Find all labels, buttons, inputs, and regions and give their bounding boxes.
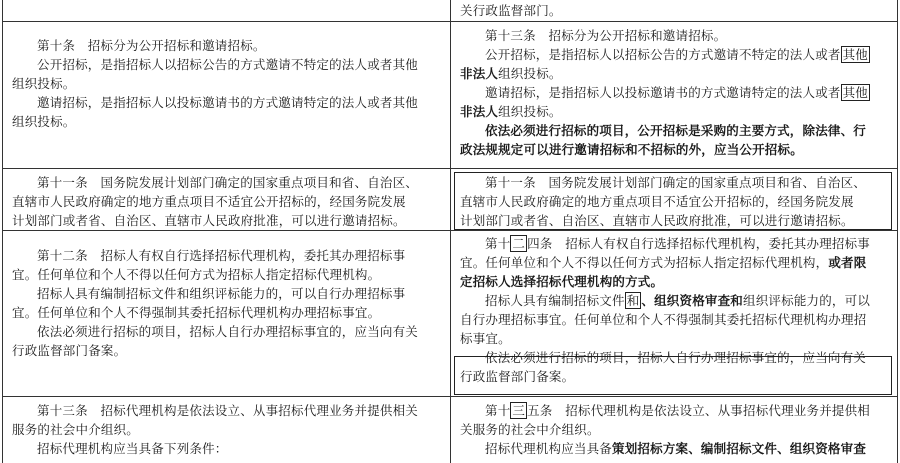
text-segment: 第十 [485, 236, 511, 251]
text-line [12, 112, 418, 131]
text-line [460, 173, 866, 192]
text-line [12, 284, 418, 303]
text-line [12, 211, 418, 230]
text-line [460, 439, 870, 458]
text-segment: 招标代理机构应当具备下列条件： [37, 441, 228, 456]
text-segment: 公开招标，是指招标人以招标公告的方式邀请不特定的法人或者其他 [37, 57, 419, 72]
text-line [460, 26, 870, 45]
bold-text: 、组织资格审查和 [641, 293, 744, 308]
text-segment: 组织评标能力的，可以 [743, 293, 871, 308]
text-line [460, 102, 870, 121]
text-segment: 直辖市人民政府确定的地方重点项目不适宜公开招标的，经国务院发展 [460, 194, 854, 209]
text-line [460, 83, 870, 102]
text-line [460, 1, 562, 20]
text-line [12, 74, 418, 93]
text-line [460, 420, 870, 439]
text-line [460, 64, 870, 83]
row-divider [2, 168, 898, 169]
column-divider [450, 0, 451, 463]
text-segment: 关行政监督部门。 [460, 3, 562, 18]
row-1-left [12, 36, 418, 131]
bold-text: 或者限 [828, 255, 867, 270]
text-segment: 计划部门或者省、自治区、直辖市人民政府批准，可以进行邀请招标。 [460, 213, 854, 228]
boxed-text: 其他 [842, 85, 869, 100]
text-line [460, 234, 870, 253]
text-segment: 服务的社会中介组织。 [12, 422, 140, 437]
text-line [12, 439, 418, 458]
text-segment: 组织投标。 [12, 114, 76, 129]
text-segment: 四条 招标人有权自行选择招标代理机构，委托其办理招标事 [527, 236, 871, 251]
text-line [460, 192, 866, 211]
text-line [12, 246, 418, 265]
text-segment: 宜。任何单位和个人不得以任何方式为招标人指定招标代理机构。 [12, 267, 381, 282]
boxed-text: 和 [626, 293, 640, 308]
row-2-left [12, 173, 418, 230]
bold-text: 策划招标方案、编制招标文件、组织资格审查 [612, 441, 867, 456]
text-segment: 第十三条 招标分为公开招标和邀请招标。 [485, 28, 727, 43]
text-segment: 第十条 招标分为公开招标和邀请招标。 [37, 38, 266, 53]
comparison-table [2, 0, 898, 463]
text-line [12, 341, 418, 360]
row-4-left [12, 401, 418, 458]
text-segment: 招标人具有编制招标文件 [485, 293, 625, 308]
text-line [12, 93, 418, 112]
text-line [460, 45, 870, 64]
boxed-text: 三 [512, 403, 526, 418]
row-2-right [460, 173, 866, 230]
text-segment: 自行办理招标事宜。任何单位和个人不得强制其委托招标代理机构办理招 [460, 312, 867, 327]
text-line [460, 329, 870, 348]
text-line [12, 36, 418, 55]
text-segment: 宜。任何单位和个人不得强制其委托招标代理机构办理招标事宜。 [12, 305, 381, 320]
text-line [12, 420, 418, 439]
text-line [460, 211, 866, 230]
text-segment: 依法必须进行招标的项目，招标人自行办理招标事宜的，应当向有关 [37, 324, 419, 339]
row-divider [2, 21, 898, 22]
table-border-left [2, 0, 3, 463]
text-segment: 第十二条 招标人有权自行选择招标代理机构，委托其办理招标事 [37, 248, 406, 263]
text-segment: 宜。任何单位和个人不得以任何方式为招标人指定招标代理机构， [460, 255, 829, 270]
text-line [12, 322, 418, 341]
text-line [460, 140, 870, 159]
boxed-text: 二 [512, 236, 526, 251]
text-segment: 依法必须进行招标的项目，招标人自行办理招标事宜的，应当向有关 [485, 350, 867, 365]
bold-text: 定招标人选择招标代理机构的方式。 [460, 274, 664, 289]
row-3-right [460, 234, 870, 386]
row-divider [2, 230, 898, 231]
text-segment: 五条 招标代理机构是依法设立、从事招标代理业务并提供相 [527, 403, 871, 418]
table-border-right [897, 0, 898, 463]
text-line [12, 265, 418, 284]
text-line [460, 401, 870, 420]
text-segment: 邀请招标，是指招标人以投标邀请书的方式邀请特定的法人或者 [485, 85, 841, 100]
text-segment: 行政监督部门备案。 [12, 343, 127, 358]
text-segment: 直辖市人民政府确定的地方重点项目不适宜公开招标的，经国务院发展 [12, 194, 406, 209]
text-segment: 标事宜。 [460, 331, 511, 346]
bold-text: 依法必须进行招标的项目，公开招标是采购的主要方式，除法律、行 [485, 123, 867, 138]
text-segment: 第十 [485, 403, 511, 418]
text-segment: 关服务的社会中介组织。 [460, 422, 600, 437]
text-segment: 计划部门或者省、自治区、直辖市人民政府批准，可以进行邀请招标。 [12, 213, 406, 228]
text-line [460, 272, 870, 291]
bold-text: 非法人 [460, 104, 499, 119]
text-line [460, 367, 870, 386]
text-segment: 组织投标。 [12, 76, 76, 91]
row-divider [2, 396, 898, 397]
text-segment: 第十一条 国务院发展计划部门确定的国家重点项目和省、自治区、 [37, 175, 419, 190]
text-segment: 组织投标。 [498, 66, 562, 81]
row-4-right [460, 401, 870, 458]
boxed-text: 其他 [842, 47, 869, 62]
text-segment: 组织投标。 [498, 104, 562, 119]
text-line [12, 303, 418, 322]
text-segment: 招标代理机构应当具备 [485, 441, 613, 456]
text-segment: 第十三条 招标代理机构是依法设立、从事招标代理业务并提供相关 [37, 403, 419, 418]
text-line [12, 173, 418, 192]
text-segment: 邀请招标，是指招标人以投标邀请书的方式邀请特定的法人或者其他 [37, 95, 419, 110]
text-line [460, 348, 870, 367]
text-line [12, 401, 418, 420]
text-line [460, 310, 870, 329]
row-0-right [460, 1, 562, 20]
text-line [460, 253, 870, 272]
row-3-left [12, 246, 418, 360]
bold-text: 非法人 [460, 66, 499, 81]
text-line [12, 192, 418, 211]
text-line [460, 121, 870, 140]
bold-text: 政法规规定可以进行邀请招标和不招标的外，应当公开招标。 [460, 142, 803, 157]
text-segment: 招标人具有编制招标文件和组织评标能力的，可以自行办理招标事 [37, 286, 406, 301]
text-line [12, 55, 418, 74]
text-line [460, 291, 870, 310]
text-segment: 行政监督部门备案。 [460, 369, 575, 384]
text-segment: 公开招标，是指招标人以招标公告的方式邀请不特定的法人或者 [485, 47, 841, 62]
row-1-right [460, 26, 870, 159]
text-segment: 第十一条 国务院发展计划部门确定的国家重点项目和省、自治区、 [485, 175, 867, 190]
